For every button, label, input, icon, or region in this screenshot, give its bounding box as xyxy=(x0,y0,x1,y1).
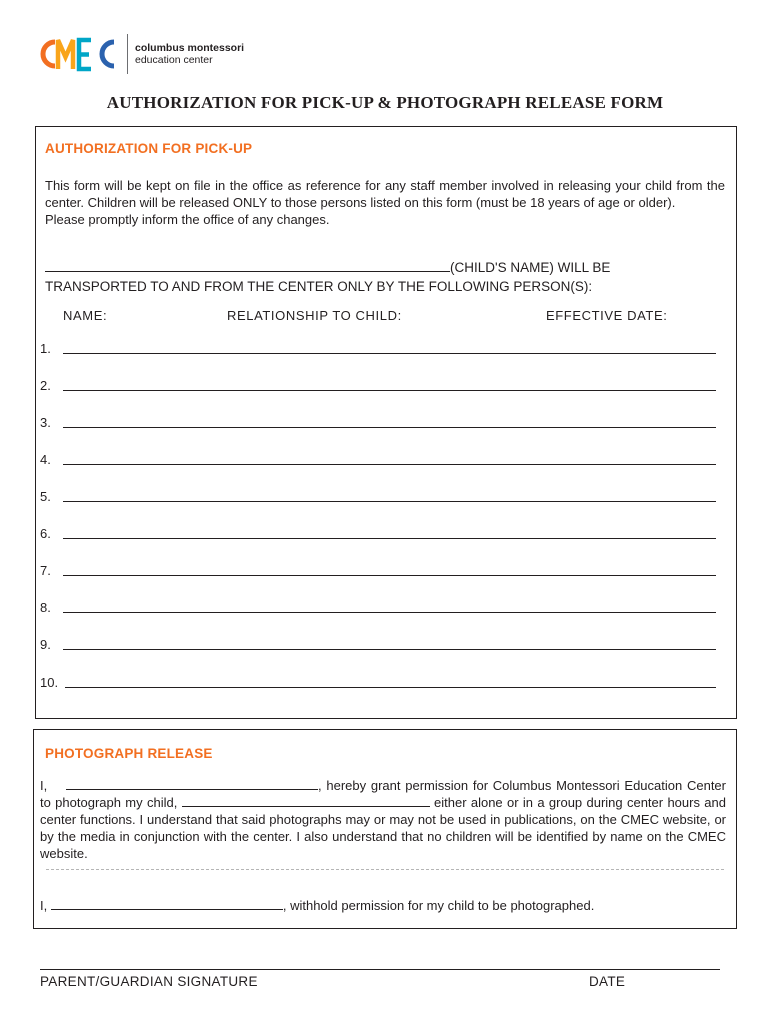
logo-line-2: education center xyxy=(135,54,213,66)
person-field[interactable] xyxy=(63,649,716,650)
row-number: 5. xyxy=(40,489,51,504)
child-name-statement xyxy=(45,257,715,296)
photo-release-paragraph xyxy=(40,777,726,862)
cmec-logo xyxy=(37,34,244,74)
row-number: 6. xyxy=(40,526,51,541)
row-number: 10. xyxy=(40,675,59,690)
dashed-divider xyxy=(46,869,724,870)
person-row xyxy=(40,523,716,541)
column-effective-date: EFFECTIVE DATE: xyxy=(546,308,668,323)
pickup-paragraph: This form will be kept on file in the office as reference for any staff member involved in releasing your child from the center. Children will be released ONLY to those persons listed on this form (must be 18 years of age or older). xyxy=(45,178,725,210)
withhold-statement xyxy=(40,897,594,913)
person-field[interactable] xyxy=(63,427,716,428)
withhold-text-a: I, xyxy=(40,898,48,913)
pickup-heading: AUTHORIZATION FOR PICK-UP xyxy=(45,141,253,156)
person-row xyxy=(40,412,716,430)
pickup-notice: Please promptly inform the office of any changes. xyxy=(45,212,330,227)
person-field[interactable] xyxy=(63,612,716,613)
person-row xyxy=(40,486,716,504)
row-number: 4. xyxy=(40,452,51,467)
child-name-photo-field[interactable] xyxy=(182,794,430,807)
child-line-b: TRANSPORTED TO AND FROM THE CENTER ONLY BY THE FOLLOWING PERSON(S): xyxy=(45,279,593,294)
parent-signature-label: PARENT/GUARDIAN SIGNATURE xyxy=(40,974,258,989)
row-number: 1. xyxy=(40,341,51,356)
logo-text xyxy=(135,42,244,66)
row-number: 9. xyxy=(40,637,51,652)
row-number: 2. xyxy=(40,378,51,393)
column-name: NAME: xyxy=(63,308,108,323)
logo-line-1: columbus montessori xyxy=(135,42,245,54)
person-row xyxy=(40,672,716,690)
row-number: 7. xyxy=(40,563,51,578)
cmec-wordmark-logo xyxy=(37,35,119,73)
form-title: AUTHORIZATION FOR PICK-UP & PHOTOGRAPH RELEASE FORM xyxy=(106,93,664,112)
person-row xyxy=(40,375,716,393)
photo-text-1: I, xyxy=(40,778,48,793)
pickup-instructions xyxy=(45,177,725,228)
person-row xyxy=(40,597,716,615)
photo-heading: PHOTOGRAPH RELEASE xyxy=(45,746,213,761)
child-name-field[interactable] xyxy=(45,257,450,272)
photo-text-2: , hereby grant permission for Columbus Montessori Education Center to photograph my child, xyxy=(40,778,726,810)
person-field[interactable] xyxy=(65,687,716,688)
parent-name-field[interactable] xyxy=(66,777,318,790)
person-field[interactable] xyxy=(63,501,716,502)
person-field[interactable] xyxy=(63,575,716,576)
person-row xyxy=(40,634,716,652)
withhold-text-b: , withhold permission for my child to be photographed. xyxy=(282,898,595,913)
column-relationship: RELATIONSHIP TO CHILD: xyxy=(227,308,402,323)
logo-divider xyxy=(127,34,128,74)
child-line-a: (CHILD'S NAME) WILL BE xyxy=(450,260,611,275)
person-field[interactable] xyxy=(63,538,716,539)
person-row xyxy=(40,449,716,467)
person-field[interactable] xyxy=(63,353,716,354)
row-number: 3. xyxy=(40,415,51,430)
signature-line[interactable] xyxy=(40,969,720,970)
row-number: 8. xyxy=(40,600,51,615)
withhold-name-field[interactable] xyxy=(51,897,283,910)
photo-text-3: either alone or in a group during center hours and center functions. I understand that said photographs may or may not be used in publications, on the CMEC website, or by the media in conjunction with the center. I also understand that no children will be identified by name on the CMEC website. xyxy=(40,795,726,861)
person-field[interactable] xyxy=(63,390,716,391)
person-field[interactable] xyxy=(63,464,716,465)
person-row xyxy=(40,560,716,578)
date-label: DATE xyxy=(589,974,626,989)
person-row xyxy=(40,338,716,356)
